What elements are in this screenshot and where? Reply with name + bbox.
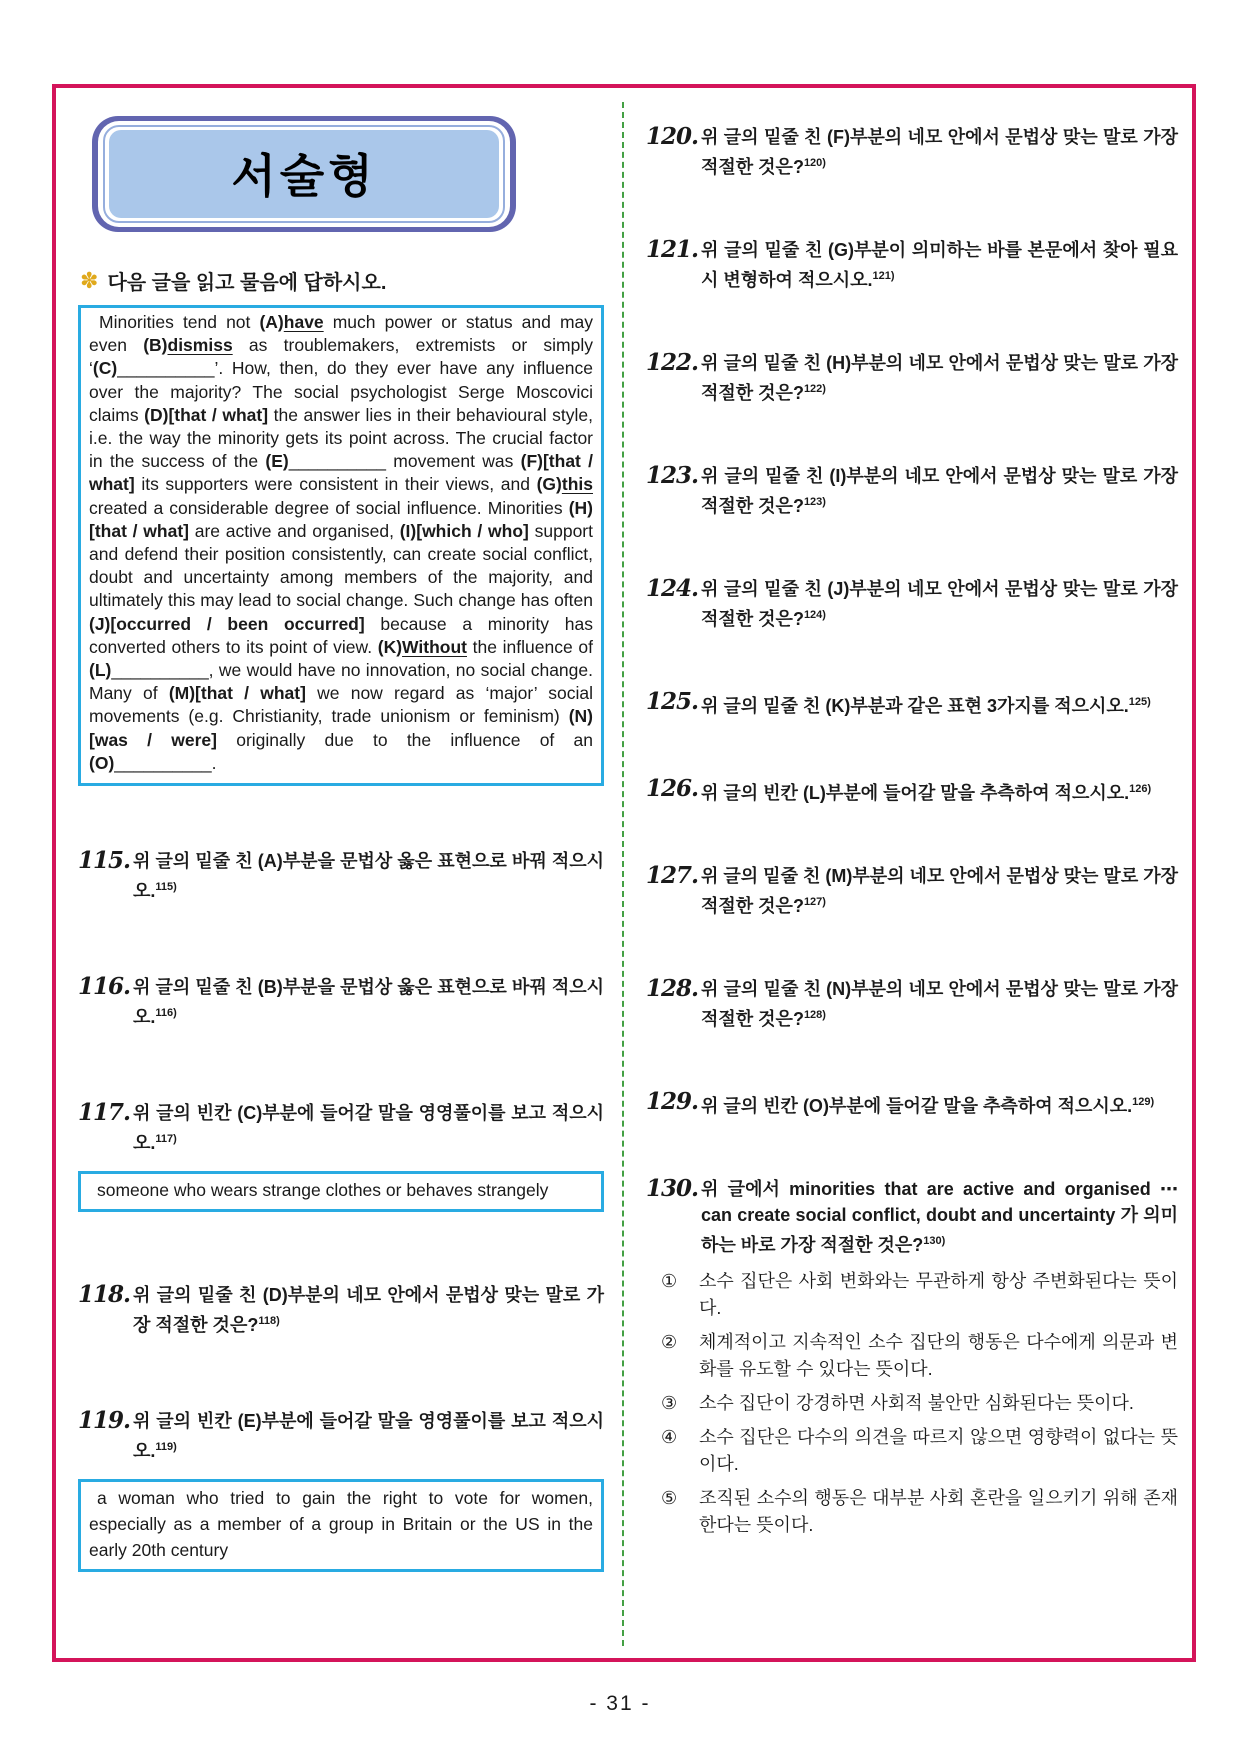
question-row: [78, 1282, 604, 1338]
passage-box: [78, 305, 604, 786]
question-row: [646, 576, 1178, 632]
page-frame: [52, 84, 1196, 1662]
option-marker: ③: [661, 1393, 678, 1413]
option-text: 조직된 소수의 행동은 대부분 사회 혼란을 일으키기 위해 존재한다는 뜻이다.: [699, 1488, 1178, 1535]
section-badge: [92, 116, 516, 232]
passage-segment: the influence of: [467, 636, 593, 657]
footnote-reference: 115): [155, 881, 177, 894]
passage-segment: __________’. How, then, do they ever have any influence over the majority? The social psychologist Serge Moscovici claims: [89, 358, 593, 425]
question-122: [646, 350, 1178, 406]
passage-segment: are active and organised,: [188, 520, 400, 541]
passage-segment: originally due to the influence of an: [216, 729, 593, 750]
question-row: [646, 1089, 1178, 1119]
question-117: [78, 1100, 604, 1212]
question-121: [646, 237, 1178, 293]
question-text: 위 글의 밑줄 친 (H)부분의 네모 안에서 문법상 맞는 말로 가장 적절한 것은?$^{122)}$: [701, 353, 1178, 403]
question-number: 120.: [646, 123, 699, 150]
footnote-reference: 118): [258, 1315, 280, 1328]
passage-segment: support and defend their position consistently, can create social conflict, doubt and uncertainty among members of the majority, and ultimately this may lead to social change. Such change has often: [89, 520, 593, 611]
question-number: 123.: [646, 462, 699, 489]
question-text: 위 글의 밑줄 친 (B)부분을 문법상 옳은 표현으로 바꿔 적으시오.$^{116)}$: [133, 977, 604, 1028]
passage-marked-segment: Without: [402, 636, 467, 657]
passage-segment: much power or status and may even: [89, 312, 594, 356]
answer-option: [661, 1268, 1178, 1322]
footnote-reference: 117): [155, 1133, 177, 1146]
question-text: 위 글의 밑줄 친 (J)부분의 네모 안에서 문법상 맞는 말로 가장 적절한 것은?$^{124)}$: [701, 579, 1178, 629]
question-124: [646, 576, 1178, 632]
option-marker: ④: [661, 1427, 678, 1447]
passage-marked-segment: (D)[that / what]: [144, 404, 269, 425]
passage-segment: because a minority has converted others to its point of view.: [89, 613, 593, 657]
passage-marked-segment: (B): [143, 335, 168, 356]
question-row: [646, 124, 1178, 180]
passage-text: [89, 311, 593, 775]
passage-segment: __________.: [114, 752, 217, 773]
flower-icon: ✽: [80, 267, 99, 293]
passage-segment: __________ movement was: [288, 451, 521, 472]
question-row: [78, 974, 604, 1030]
question-text: 위 글의 빈칸 (L)부분에 들어갈 말을 추측하여 적으시오.$^{126)}$: [701, 783, 1152, 803]
question-128: [646, 976, 1178, 1032]
question-119: [78, 1408, 604, 1572]
question-number: 130.: [646, 1175, 699, 1202]
question-text: 위 글의 밑줄 친 (F)부분의 네모 안에서 문법상 맞는 말로 가장 적절한 것은?$^{120)}$: [701, 127, 1178, 177]
definition-box: someone who wears strange clothes or behaves strangely: [78, 1171, 604, 1212]
question-text: 위 글의 밑줄 친 (A)부분을 문법상 옳은 표현으로 바꿔 적으시오.$^{115)}$: [133, 851, 604, 902]
question-number: 115.: [78, 847, 131, 875]
question-130: [646, 1176, 1178, 1539]
right-column: [624, 88, 1192, 1658]
passage-segment: as troublemakers, extremists or simply ‘: [89, 335, 594, 379]
question-row: [78, 848, 604, 904]
question-115: [78, 848, 604, 904]
question-text: 위 글의 빈칸 (C)부분에 들어갈 말을 영영풀이를 보고 적으시오.$^{117)}$: [133, 1103, 604, 1154]
footnote-reference: 129): [1132, 1096, 1155, 1108]
question-number: 124.: [646, 575, 699, 602]
question-120: [646, 124, 1178, 180]
question-number: 125.: [646, 688, 699, 715]
question-number: 122.: [646, 349, 699, 376]
passage-marked-segment: (F)[that / what]: [89, 451, 593, 495]
question-116: [78, 974, 604, 1030]
question-row: [78, 1408, 604, 1464]
question-number: 129.: [646, 1088, 699, 1115]
question-text: 위 글의 빈칸 (O)부분에 들어갈 말을 추측하여 적으시오.$^{129)}$: [701, 1096, 1155, 1116]
passage-segment: the answer lies in their behavioural style, i.e. the way the minority gets its point across. The crucial factor in the success of the: [89, 404, 593, 472]
two-column-layout: [56, 88, 1192, 1658]
section-badge-inner-ring: [103, 125, 505, 223]
question-row: [646, 237, 1178, 293]
passage-marked-segment: (C): [92, 358, 118, 379]
question-number: 119.: [78, 1407, 131, 1435]
footnote-reference: 120): [803, 157, 826, 169]
question-text: 위 글의 밑줄 친 (N)부분의 네모 안에서 문법상 맞는 말로 가장 적절한 것은?$^{128)}$: [701, 979, 1178, 1029]
passage-segment: Minorities tend not: [99, 312, 260, 332]
question-text: 위 글의 밑줄 친 (I)부분의 네모 안에서 문법상 맞는 말로 가장 적절한 것은?$^{123)}$: [701, 466, 1178, 516]
answer-options: [661, 1268, 1178, 1539]
section-badge-label: 서술형: [231, 150, 377, 202]
passage-marked-segment: (L): [89, 660, 112, 681]
question-row: [646, 863, 1178, 919]
footnote-reference: 116): [155, 1007, 177, 1020]
question-118: [78, 1282, 604, 1338]
question-125: [646, 689, 1178, 719]
passage-marked-segment: (A): [259, 312, 284, 332]
passage-marked-segment: (G): [536, 474, 562, 495]
question-number: 126.: [646, 775, 699, 802]
footnote-reference: 130): [923, 1235, 946, 1247]
question-row: [646, 976, 1178, 1032]
footnote-reference: 127): [803, 896, 826, 908]
answer-option: [661, 1424, 1178, 1478]
passage-marked-segment: (M)[that / what]: [168, 683, 306, 704]
option-text: 체계적이고 지속적인 소수 집단의 행동은 다수에게 의문과 변화를 유도할 수 있다는 뜻이다.: [699, 1332, 1178, 1379]
section-badge-fill: [109, 130, 499, 218]
option-marker: ①: [661, 1271, 678, 1291]
option-marker: ②: [661, 1332, 678, 1352]
answer-option: [661, 1329, 1178, 1383]
questions-right: [646, 124, 1178, 1539]
footnote-reference: 123): [803, 496, 826, 508]
question-number: 117.: [78, 1099, 131, 1127]
option-text: 소수 집단은 사회 변화와는 무관하게 항상 주변화된다는 뜻이다.: [699, 1271, 1178, 1318]
question-text: 위 글의 밑줄 친 (D)부분의 네모 안에서 문법상 맞는 말로 가장 적절한 것은?$^{118)}$: [133, 1285, 604, 1336]
question-row: [646, 776, 1178, 806]
page-number: - 31 -: [589, 1692, 651, 1715]
questions-left: [78, 848, 604, 1572]
question-number: 118.: [78, 1281, 131, 1309]
passage-marked-segment: (K): [377, 636, 403, 657]
question-row: [78, 1100, 604, 1156]
passage-marked-segment: have: [283, 312, 324, 332]
question-126: [646, 776, 1178, 806]
option-marker: ⑤: [661, 1488, 678, 1508]
footnote-reference: 128): [803, 1009, 826, 1021]
question-row: [646, 463, 1178, 519]
question-row: [646, 689, 1178, 719]
question-129: [646, 1089, 1178, 1119]
answer-option: [661, 1390, 1178, 1417]
passage-segment: its supporters were consistent in their views, and: [134, 474, 537, 495]
passage-segment: __________, we would have no innovation, no social change. Many of: [89, 660, 593, 704]
passage-marked-segment: (H)[that / what]: [89, 497, 593, 541]
definition-box: a woman who tried to gain the right to vote for women, especially as a member of a group in Britain or the US in the early 20th century: [78, 1479, 604, 1572]
passage-marked-segment: (J)[occurred / been occurred]: [89, 613, 365, 634]
question-number: 116.: [78, 973, 131, 1001]
footnote-reference: 125): [1128, 696, 1151, 708]
passage-marked-segment: (N)[was / were]: [89, 706, 593, 750]
passage-marked-segment: (E): [265, 451, 289, 472]
passage-marked-segment: (O): [89, 752, 115, 773]
question-123: [646, 463, 1178, 519]
instruction-text: 다음 글을 읽고 물음에 답하시오.: [107, 272, 387, 294]
option-text: 소수 집단이 강경하면 사회적 불안만 심화된다는 뜻이다.: [699, 1393, 1134, 1413]
question-text: 위 글에서 minorities that are active and organised ⋯ can create social conflict, doubt and uncertainty 가 의미하는 바로 가장 적절한 것은?$^{130)}$: [701, 1179, 1178, 1255]
question-text: 위 글의 밑줄 친 (K)부분과 같은 표현 3가지를 적으시오.$^{125)}$: [701, 696, 1151, 716]
instruction-line: [78, 266, 604, 295]
question-text: 위 글의 밑줄 친 (G)부분이 의미하는 바를 본문에서 찾아 필요시 변형하여 적으시오.$^{121)}$: [701, 240, 1178, 290]
footnote-reference: 122): [803, 383, 826, 395]
footnote-reference: 119): [155, 1441, 177, 1454]
passage-marked-segment: dismiss: [167, 335, 233, 356]
passage-marked-segment: this: [561, 474, 593, 495]
passage-marked-segment: (I)[which / who]: [399, 520, 529, 541]
footnote-reference: 121): [872, 270, 895, 282]
question-number: 121.: [646, 236, 699, 263]
footnote-reference: 126): [1129, 783, 1152, 795]
question-row: [646, 1176, 1178, 1258]
answer-option: [661, 1485, 1178, 1539]
passage-segment: we now regard as ‘major’ social movements (e.g. Christianity, trade unionism or feminism): [89, 683, 593, 727]
question-text: 위 글의 밑줄 친 (M)부분의 네모 안에서 문법상 맞는 말로 가장 적절한 것은?$^{127)}$: [701, 866, 1178, 916]
question-row: [646, 350, 1178, 406]
section-badge-ring: [98, 121, 510, 227]
question-127: [646, 863, 1178, 919]
question-number: 128.: [646, 975, 699, 1002]
question-text: 위 글의 빈칸 (E)부분에 들어갈 말을 영영풀이를 보고 적으시오.$^{119)}$: [133, 1411, 604, 1462]
left-column: [56, 88, 622, 1658]
option-text: 소수 집단은 다수의 의견을 따르지 않으면 영향력이 없다는 뜻이다.: [699, 1427, 1178, 1474]
footnote-reference: 124): [803, 609, 826, 621]
question-number: 127.: [646, 862, 699, 889]
passage-segment: created a considerable degree of social influence. Minorities: [89, 497, 569, 518]
